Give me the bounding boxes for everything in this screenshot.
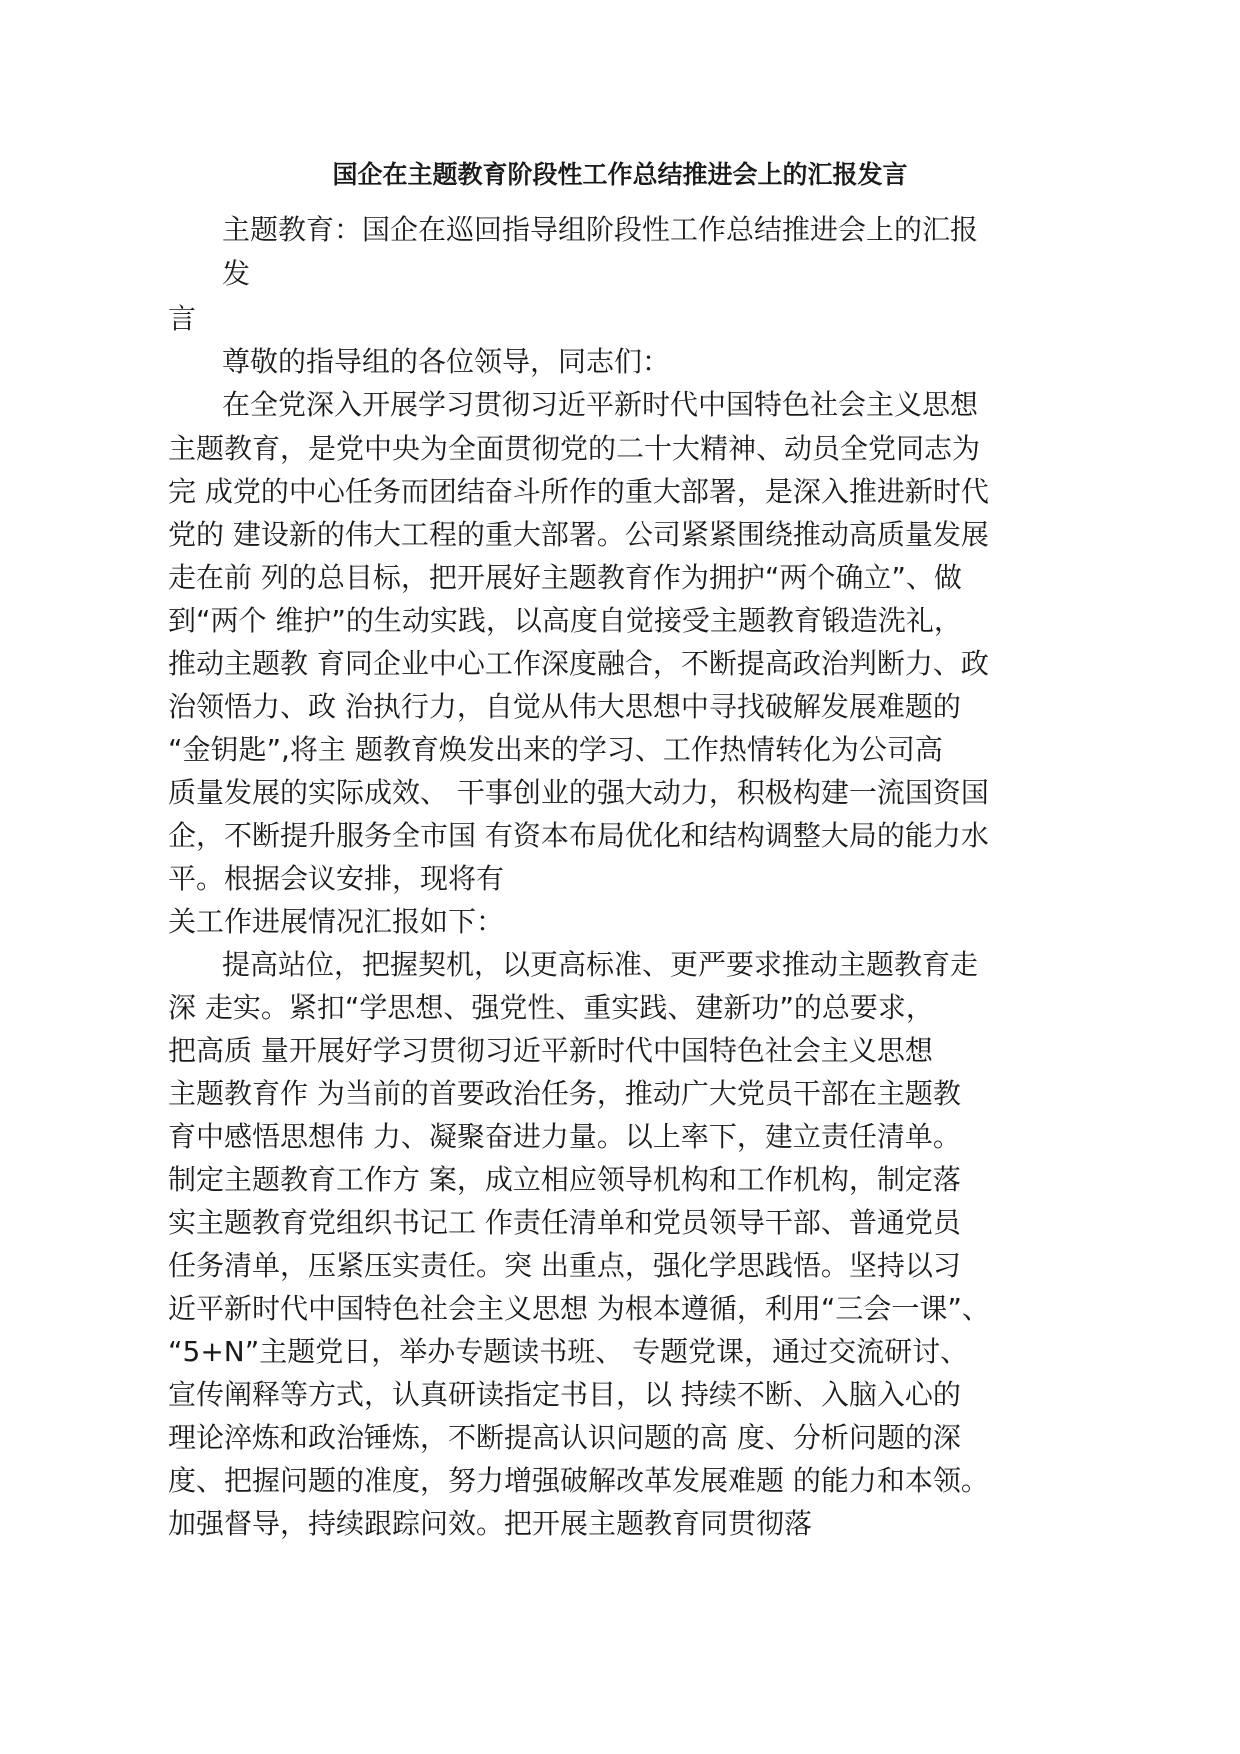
- subtitle-line: 发: [222, 257, 251, 290]
- paragraph-line: 平。根据会议安排，现将有: [168, 862, 505, 895]
- paragraph-line: 到“两个 维护”的生动实践，以高度自觉接受主题教育锻造洗礼，: [168, 604, 962, 637]
- paragraph-line: 理论淬炼和政治锤炼，不断提高认识问题的高 度、分析问题的深: [168, 1421, 961, 1454]
- paragraph-line: “金钥匙”,将主 题教育焕发出来的学习、工作热情转化为公司高: [168, 733, 943, 766]
- subtitle-line: 言: [168, 302, 197, 335]
- paragraph-line: 把高质 量开展好学习贯彻习近平新时代中国特色社会主义思想: [168, 1034, 933, 1067]
- paragraph-line: 提高站位，把握契机，以更高标准、更严要求推动主题教育走: [222, 948, 979, 981]
- paragraph-line: 近平新时代中国特色社会主义思想 为根本遵循，利用“三会一课”、: [168, 1292, 990, 1325]
- paragraph-line: 度、把握问题的准度，努力增强破解改革发展难题 的能力和本领。: [168, 1464, 989, 1497]
- paragraph-line: 育中感悟思想伟 力、凝聚奋进力量。以上率下，建立责任清单。: [168, 1120, 961, 1153]
- paragraph-line: 加强督导，持续跟踪问效。把开展主题教育同贯彻落: [168, 1507, 813, 1540]
- paragraph-line: 治领悟力、政 治执行力，自觉从伟大思想中寻找破解发展难题的: [168, 690, 961, 723]
- salutation: 尊敬的指导组的各位领导，同志们：: [222, 345, 671, 378]
- paragraph-line: 关工作进展情况汇报如下：: [168, 905, 505, 938]
- paragraph-line: 任务清单，压紧压实责任。突 出重点，强化学思践悟。坚持以习: [168, 1249, 961, 1282]
- paragraph-line: 走在前 列的总目标，把开展好主题教育作为拥护“两个确立”、做: [168, 561, 962, 594]
- paragraph-line: 在全党深入开展学习贯彻习近平新时代中国特色社会主义思想: [222, 388, 979, 421]
- paragraph-line: 主题教育，是党中央为全面贯彻党的二十大精神、动员全党同志为: [168, 432, 981, 465]
- paragraph-line: 推动主题教 育同企业中心工作深度融合，不断提高政治判断力、政: [168, 647, 989, 680]
- paragraph-line: 宣传阐释等方式，认真研读指定书目，以 持续不断、入脑入心的: [168, 1378, 961, 1411]
- paragraph-line: 党的 建设新的伟大工程的重大部署。公司紧紧围绕推动高质量发展: [168, 518, 989, 551]
- subtitle-line: 主题教育：国企在巡回指导组阶段性工作总结推进会上的汇报: [222, 213, 979, 246]
- paragraph-line: 质量发展的实际成效、 干事创业的强大动力，积极构建一流国资国: [168, 776, 989, 809]
- paragraph-line: 主题教育作 为当前的首要政治任务，推动广大党员干部在主题教: [168, 1077, 961, 1110]
- paragraph-line: 企，不断提升服务全市国 有资本布局优化和结构调整大局的能力水: [168, 819, 989, 852]
- paragraph-line: “5+N”主题党日，举办专题读书班、 专题党课，通过交流研讨、: [168, 1335, 969, 1368]
- paragraph-line: 完 成党的中心任务而团结奋斗所作的重大部署，是深入推进新时代: [168, 475, 989, 508]
- paragraph-line: 实主题教育党组织书记工 作责任清单和党员领导干部、普通党员: [168, 1206, 961, 1239]
- paragraph-line: 深 走实。紧扣“学思想、强党性、重实践、建新功”的总要求，: [168, 991, 934, 1024]
- document-title: 国企在主题教育阶段性工作总结推进会上的汇报发言: [332, 160, 908, 189]
- paragraph-line: 制定主题教育工作方 案，成立相应领导机构和工作机构，制定落: [168, 1163, 961, 1196]
